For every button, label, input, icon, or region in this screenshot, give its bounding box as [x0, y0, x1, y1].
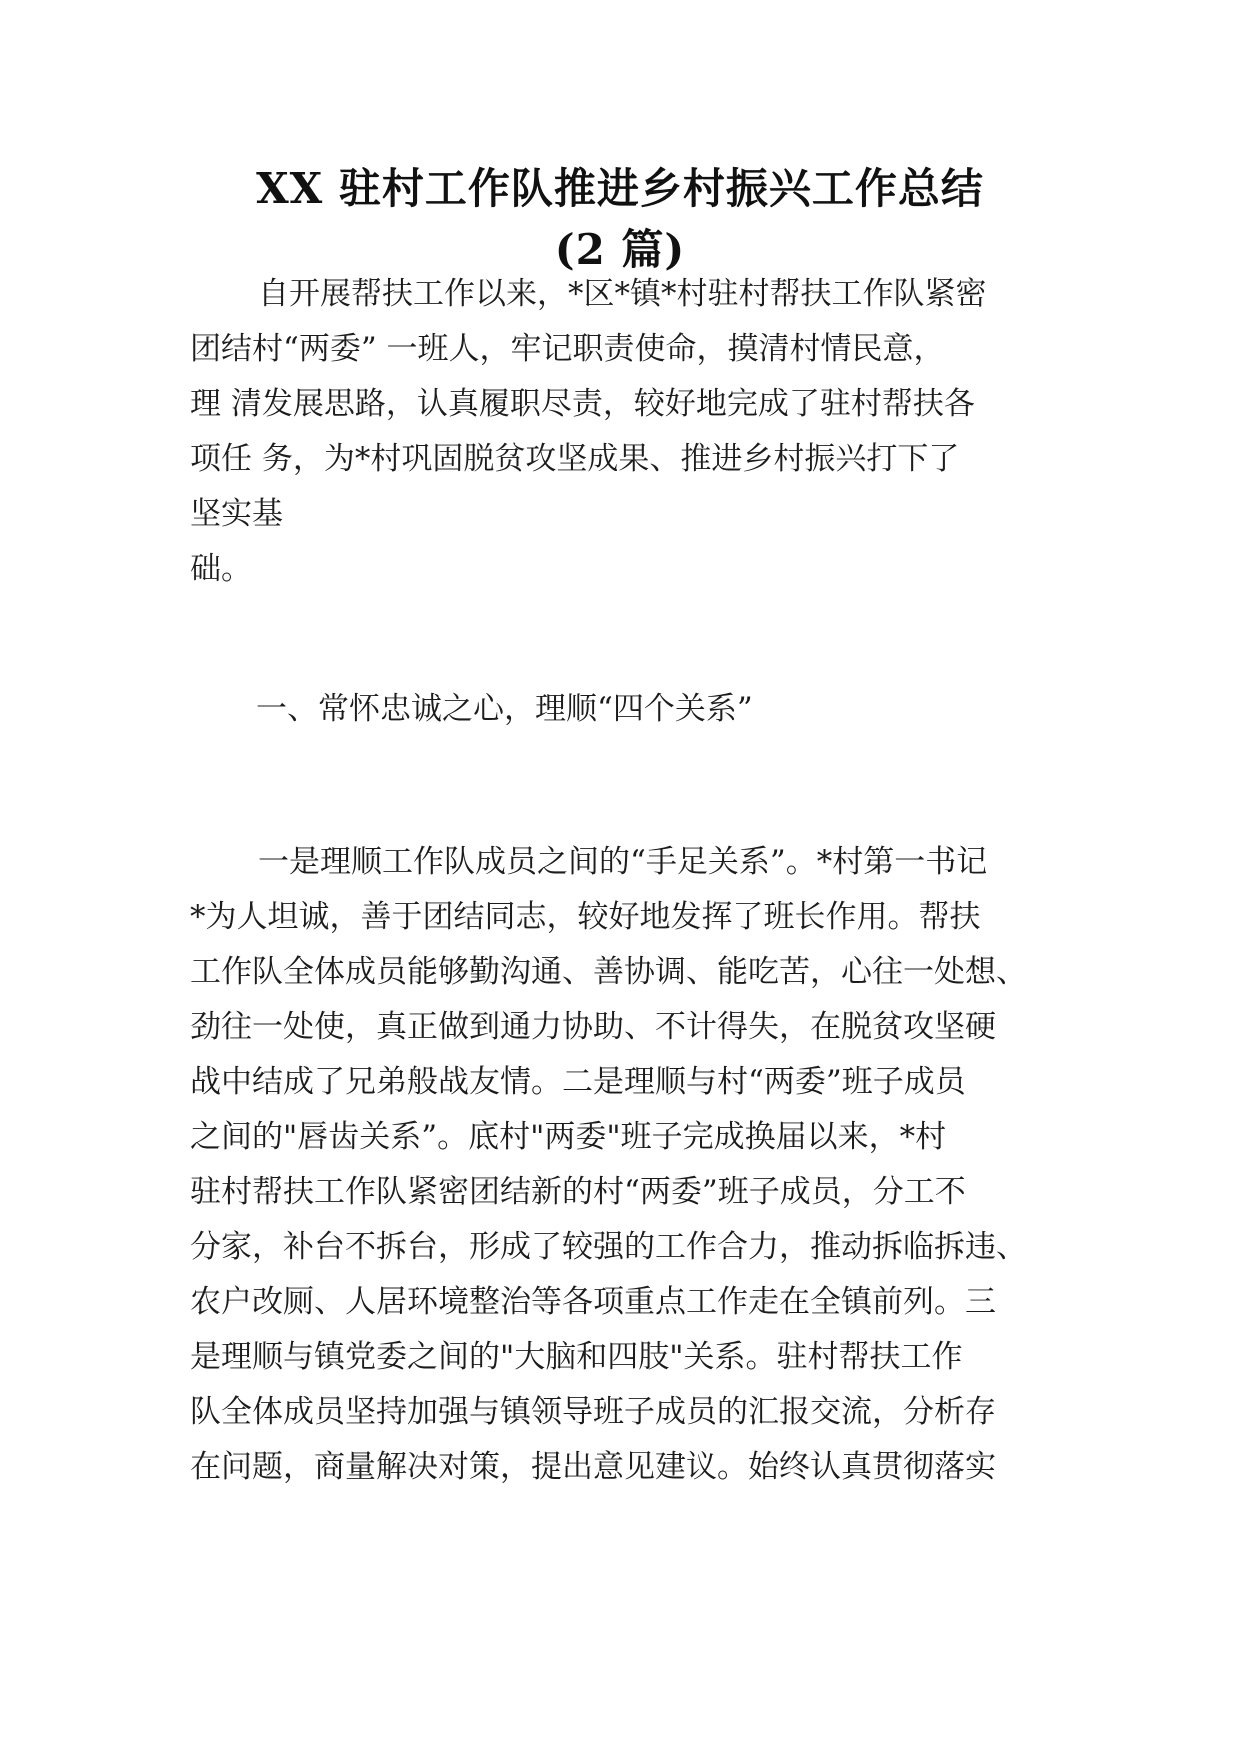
intro-paragraph-line: 础。	[190, 551, 252, 587]
intro-paragraph-line: 项任 务，为*村巩固脱贫攻坚成果、推进乡村振兴打下了	[190, 441, 960, 477]
body-paragraph-line: 农户改厕、人居环境整治等各项重点工作走在全镇前列。三	[190, 1284, 996, 1320]
body-paragraph-line: 劲往一处使，真正做到通力协助、不计得失，在脱贫攻坚硬	[190, 1009, 996, 1045]
document-title-line-1: XX 驻村工作队推进乡村振兴工作总结	[256, 164, 984, 213]
intro-paragraph-line: 团结村“两委” 一班人，牢记职责使命，摸清村情民意，	[190, 331, 945, 367]
body-paragraph-line: 队全体成员坚持加强与镇领导班子成员的汇报交流，分析存	[190, 1394, 996, 1430]
body-paragraph-line: 一是理顺工作队成员之间的“手足关系”。*村第一书记	[258, 844, 988, 880]
document-title-line-2: (2 篇)	[554, 225, 686, 274]
body-paragraph-line: 在问题，商量解决对策，提出意见建议。始终认真贯彻落实	[190, 1449, 996, 1485]
body-paragraph-line: 之间的"唇齿关系”。底村"两委"班子完成换届以来，*村	[190, 1119, 947, 1155]
body-paragraph-line: 是理顺与镇党委之间的"大脑和四肢"关系。驻村帮扶工作	[190, 1339, 963, 1375]
body-paragraph-line: *为人坦诚，善于团结同志，较好地发挥了班长作用。帮扶	[190, 899, 981, 935]
body-paragraph-line: 战中结成了兄弟般战友情。二是理顺与村“两委”班子成员	[190, 1064, 966, 1100]
body-paragraph-line: 工作队全体成员能够勤沟通、善协调、能吃苦，心往一处想、	[190, 954, 1027, 990]
intro-paragraph-line: 坚实基	[190, 496, 283, 532]
body-paragraph-line: 分家，补台不拆台，形成了较强的工作合力，推动拆临拆违、	[190, 1229, 1027, 1265]
intro-paragraph-line: 理 清发展思路，认真履职尽责，较好地完成了驻村帮扶各	[190, 386, 975, 422]
section-heading: 一、常怀忠诚之心，理顺“四个关系”	[256, 691, 753, 727]
body-paragraph-line: 驻村帮扶工作队紧密团结新的村“两委”班子成员，分工不	[190, 1174, 966, 1210]
intro-paragraph-line: 自开展帮扶工作以来，*区*镇*村驻村帮扶工作队紧密	[258, 276, 987, 312]
